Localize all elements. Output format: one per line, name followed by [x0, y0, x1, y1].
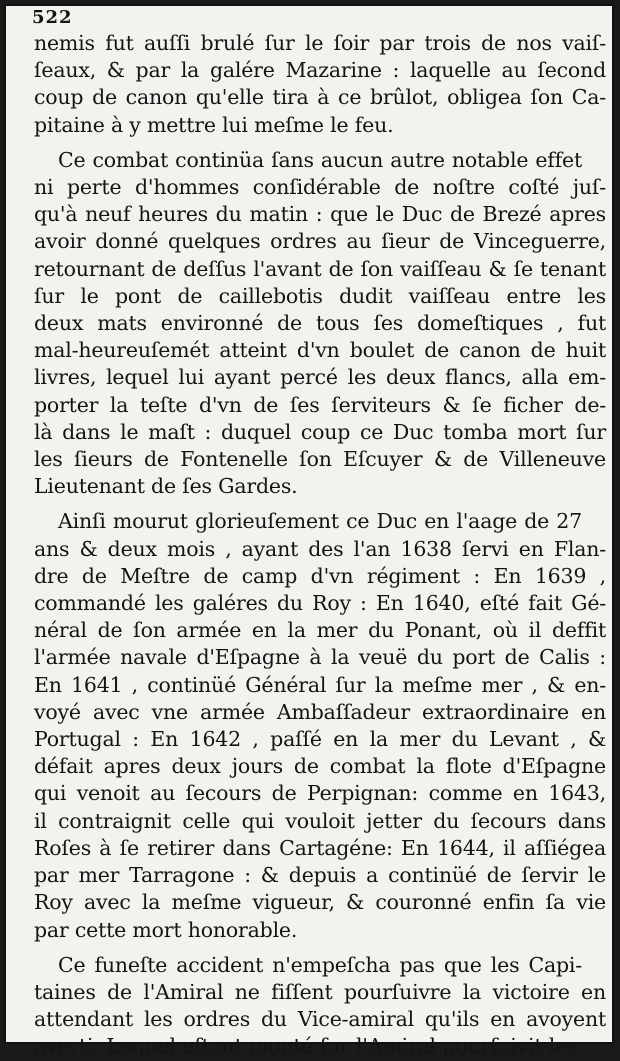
text-line: En 1641 , continüé Général ſur la meſme mer , & en- — [34, 672, 606, 697]
text-line: il contraignit celle qui vouloit jetter du ſecours dans — [34, 808, 606, 833]
text-line: par mer Tarragone : & depuis a continüé de ſervir le — [34, 863, 606, 888]
body-text — [34, 30, 606, 1061]
text-line: qu'à neuf heures du matin : que le Duc de Brezé apres — [34, 202, 606, 227]
text-line: retournant de deſſus l'avant de ſon vaiſſeau & ſe tenant — [34, 256, 606, 281]
text-line: qui venoit au ſecours de Perpignan: comme en 1643, — [34, 781, 606, 806]
text-line: néral de ſon armée en la mer du Ponant, où il deffit — [34, 618, 606, 643]
text-line: commandé les galéres du Roy : En 1640, eſté fait Gé- — [34, 591, 606, 616]
paragraph — [34, 147, 606, 501]
text-line: livres, lequel lui ayant percé les deux flancs, alla em- — [34, 365, 606, 390]
text-line: taines de l'Amiral ne fiſſent pourſuivre la victoire en — [34, 979, 606, 1004]
text-line: voyé avec vne armée Ambaſſadeur extraordinaire en — [34, 699, 606, 724]
text-line: là dans le maſt : duquel coup ce Duc tomba mort ſur — [34, 419, 606, 444]
page-number: 522 — [32, 7, 73, 28]
text-line: défait apres deux jours de combat la flote d'Eſpagne — [34, 754, 606, 779]
text-line: l'armée navale d'Eſpagne à la veuë du port de Calis : — [34, 645, 606, 670]
paragraph — [34, 30, 606, 139]
text-line: les ſieurs de Fontenelle ſon Eſcuyer & de Villeneuve — [34, 447, 606, 472]
text-line: porter la teſte d'vn de ſes ſerviteurs & ſe ficher de- — [34, 392, 606, 417]
text-line: Roſes à ſe retirer dans Cartagéne: En 1644, il aſſiégea — [34, 835, 606, 860]
text-line: Roy avec la meſme vigueur, & couronné enfin ſa vie — [34, 890, 606, 915]
text-line: Ainſi mourut glorieuſement ce Duc en l'aage de 27 — [58, 509, 582, 534]
text-line: nemis fut auſſi brulé ſur le ſoir par trois de nos vaiſ- — [34, 31, 606, 55]
text-line: pitaine à y mettre lui meſme le feu. — [34, 112, 394, 137]
text-line: par cette mort honorable. — [34, 917, 298, 942]
book-page — [4, 4, 614, 1059]
text-line: ſeaux, & par la galére Mazarine : laquelle au ſecond — [34, 58, 606, 83]
text-line: dre de Meſtre de camp d'vn régiment : En 1639 , — [34, 563, 606, 588]
text-line: avoir donné quelques ordres au ſieur de Vinceguerre, — [34, 229, 606, 254]
text-line: attendant les ordres du Vice-amiral qu'ils en avoyent — [34, 1007, 606, 1032]
text-line: mal-heureuſemét atteint d'vn boulet de canon de huit — [34, 338, 606, 363]
text-line: ſur le pont de caillebotis dudit vaiſſeau entre les — [34, 283, 606, 308]
text-line: averti: Lequel eſtant monté ſur l'Amiral pourſuivit les — [34, 1034, 578, 1059]
text-line: ans & deux mois , ayant des l'an 1638 ſervi en Flan- — [34, 536, 606, 561]
text-line: ni perte d'hommes conſidérable de noſtre coſté juſ- — [34, 175, 606, 200]
text-line: coup de canon qu'elle tira à ce brûlot, obligea ſon Ca- — [34, 85, 606, 110]
paragraph — [34, 508, 606, 943]
paragraph — [34, 952, 606, 1061]
text-line: Ce funeſte accident n'empeſcha pas que les Capi- — [58, 952, 582, 977]
text-line: Lieutenant de ſes Gardes. — [34, 474, 298, 499]
text-line: Ce combat continüa ſans aucun autre notable effet — [58, 147, 582, 172]
text-line: deux mats environné de tous ſes domeſtiques , fut — [34, 311, 606, 336]
text-line: Portugal : En 1642 , paſſé en la mer du Levant , & — [34, 727, 606, 752]
